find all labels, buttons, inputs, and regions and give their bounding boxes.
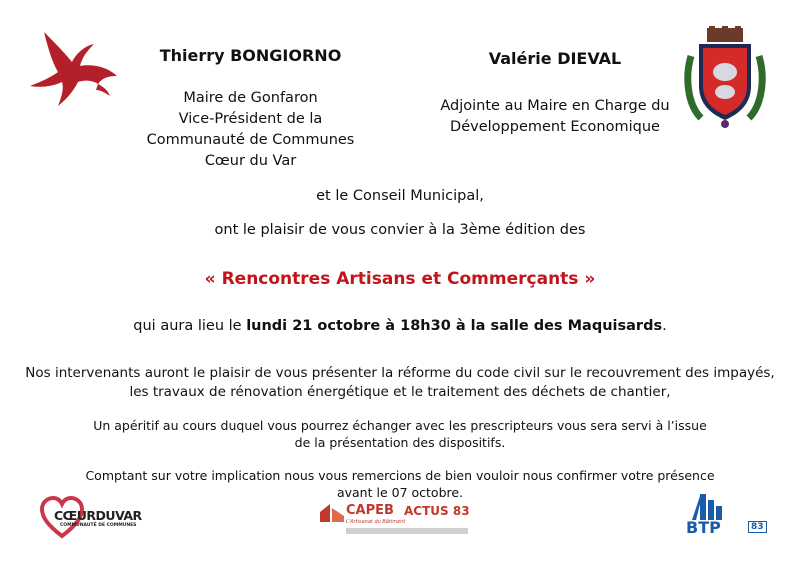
coat-of-arms-logo	[683, 26, 767, 130]
right-signatory-roles	[420, 96, 690, 138]
left-role-line: Maire de Gonfaron	[183, 90, 318, 106]
rsvp-line: Comptant sur votre implication nous vous remercions de bien vouloir nous confirmer votre présence	[85, 468, 715, 483]
council-line: et le Conseil Municipal,	[316, 188, 484, 204]
btp83-logo	[686, 490, 770, 540]
btp-number: 83	[748, 521, 767, 533]
right-role-line: Développement Economique	[450, 119, 660, 135]
btp-text: BTP	[686, 518, 721, 537]
left-role-line: Cœur du Var	[204, 153, 297, 169]
capeb-text: CAPEB	[346, 503, 394, 518]
capeb-subtext: L'Artisanat du Bâtiment	[346, 519, 406, 525]
pegasus-logo	[22, 26, 127, 116]
right-signatory	[420, 49, 690, 138]
capeb-bar	[346, 528, 468, 534]
pleasure-line: ont le plaisir de vous convier à la 3ème édition des	[214, 222, 586, 238]
coeur-du-var-logo	[40, 496, 160, 540]
date-suffix: .	[662, 318, 667, 334]
date-bold: lundi 21 octobre à 18h30 à la salle des Maquisards	[246, 318, 663, 334]
btp-bars-icon	[690, 490, 730, 520]
left-signatory-roles	[128, 88, 373, 172]
coeur-du-var-subtext: COMMUNAUTÉ DE COMMUNES	[60, 523, 137, 528]
aperitif-paragraph	[0, 417, 800, 451]
event-date-line	[0, 318, 800, 334]
event-title: « Rencontres Artisans et Commerçants »	[204, 269, 596, 289]
rsvp-line: avant le 07 octobre.	[336, 485, 464, 500]
right-role-line: Adjointe au Maire en Charge du	[440, 98, 670, 114]
left-signatory	[128, 46, 373, 172]
capeb-logo	[320, 502, 470, 538]
pegasus-icon	[22, 26, 127, 116]
date-prefix: qui aura lieu le	[133, 318, 247, 334]
left-signatory-name: Thierry BONGIORNO	[159, 46, 342, 65]
capeb-mark-icon	[320, 504, 344, 522]
left-role-line: Vice-Président de la	[178, 111, 323, 127]
coeur-du-var-text: CŒURDUVAR	[54, 508, 142, 523]
speakers-line: Nos intervenants auront le plaisir de vous présenter la réforme du code civil sur le recouvrement des impayés,	[25, 365, 775, 381]
left-role-line: Communauté de Communes	[146, 132, 355, 148]
actus-text: ACTUS 83	[404, 504, 470, 518]
speakers-line: les travaux de rénovation énergétique et le traitement des déchets de chantier,	[129, 384, 671, 400]
aperitif-line: de la présentation des dispositifs.	[294, 435, 506, 450]
aperitif-line: Un apéritif au cours duquel vous pourrez échanger avec les prescripteurs vous sera servi à l’issue	[93, 418, 707, 433]
speakers-paragraph	[0, 364, 800, 402]
coat-of-arms-icon	[683, 26, 767, 130]
right-signatory-name: Valérie DIEVAL	[488, 49, 622, 68]
